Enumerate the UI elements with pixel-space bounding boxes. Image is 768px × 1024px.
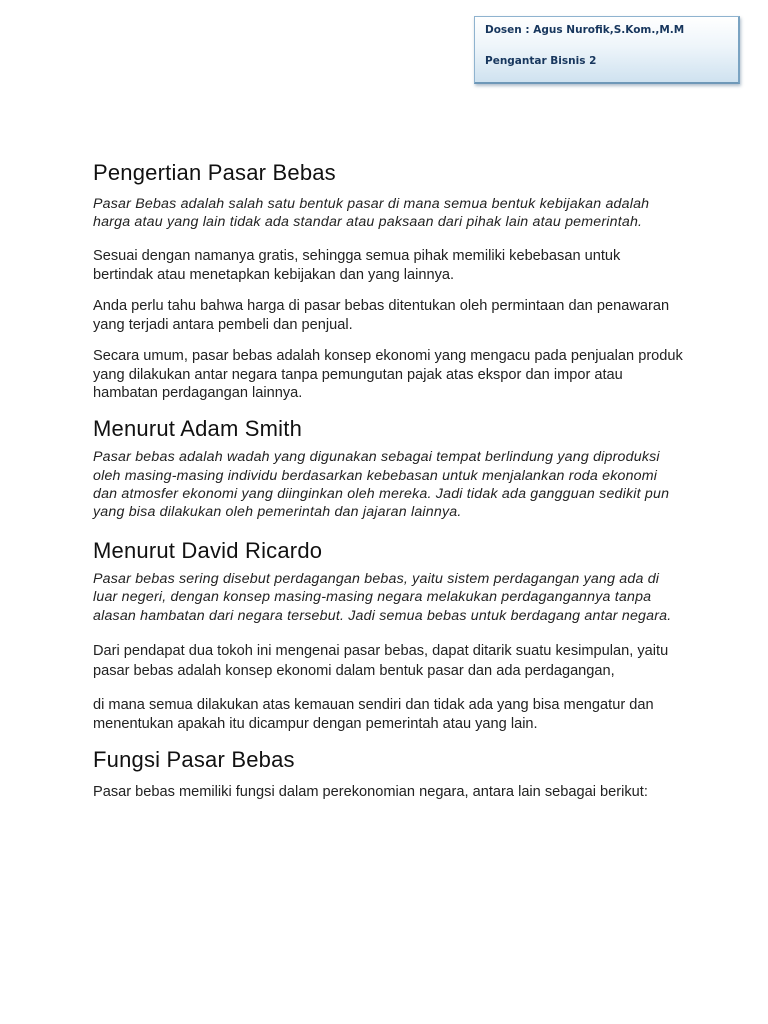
document-body bbox=[93, 158, 683, 802]
section-heading-adam-smith: Menurut Adam Smith bbox=[93, 416, 303, 442]
body-paragraph: Anda perlu tahu bahwa harga di pasar bebas ditentukan oleh permintaan dan penawaran yang terjadi antara pembeli dan penjual. bbox=[93, 298, 670, 334]
body-paragraph: Dari pendapat dua tokoh ini mengenai pasar bebas, dapat ditarik suatu kesimpulan, yaitu pasar bebas adalah konsep ekonomi dalam bentuk pasar dan ada perdagangan, bbox=[93, 642, 669, 680]
lecturer-name: Dosen : Agus Nurofik,S.Kom.,M.M bbox=[485, 24, 685, 36]
section-heading-pengertian: Pengertian Pasar Bebas bbox=[93, 160, 336, 185]
quote-paragraph: Pasar bebas adalah wadah yang digunakan sebagai tempat berlindung yang diproduksi oleh masing-masing individu berdasarkan kebebasan untuk menjalankan roda ekonomi dan atmosfer ekonomi yang diinginkan oleh mereka. Jadi tidak ada gangguan sedikit pun yang bisa dilakukan oleh pemerintah dan jajaran lainnya. bbox=[93, 449, 670, 520]
definition-paragraph: Pasar Bebas adalah salah satu bentuk pasar di mana semua bentuk kebijakan adalah harga atau yang lain tidak ada standar atau paksaan dari pihak lain atau pemerintah. bbox=[93, 196, 650, 231]
section-heading-fungsi: Fungsi Pasar Bebas bbox=[93, 747, 295, 773]
quote-paragraph: Pasar bebas sering disebut perdagangan bebas, yaitu sistem perdagangan yang ada di luar negeri, dengan konsep masing-masing negara melakukan perdagangannya tanpa alasan hambatan dari negara tersebut. Jadi semua bebas untuk berdagang antar negara. bbox=[93, 571, 672, 624]
header-info-box bbox=[474, 16, 740, 84]
body-paragraph: Secara umum, pasar bebas adalah konsep ekonomi yang mengacu pada penjualan produk yang dilakukan antar negara tanpa pemungutan pajak atas ekspor dan impor atau hambatan perdagangan lainnya. bbox=[93, 348, 683, 401]
body-paragraph: Sesuai dengan namanya gratis, sehingga semua pihak memiliki kebebasan untuk bertindak atau menetapkan kebijakan dan yang lainnya. bbox=[93, 248, 621, 284]
body-paragraph: di mana semua dilakukan atas kemauan sendiri dan tidak ada yang bisa mengatur dan menentukan apakah itu dicampur dengan pemerintah atau yang lain. bbox=[93, 696, 654, 732]
course-title: Pengantar Bisnis 2 bbox=[485, 55, 597, 67]
body-paragraph: Pasar bebas memiliki fungsi dalam perekonomian negara, antara lain sebagai berikut: bbox=[93, 784, 648, 801]
section-heading-david-ricardo: Menurut David Ricardo bbox=[93, 538, 323, 564]
